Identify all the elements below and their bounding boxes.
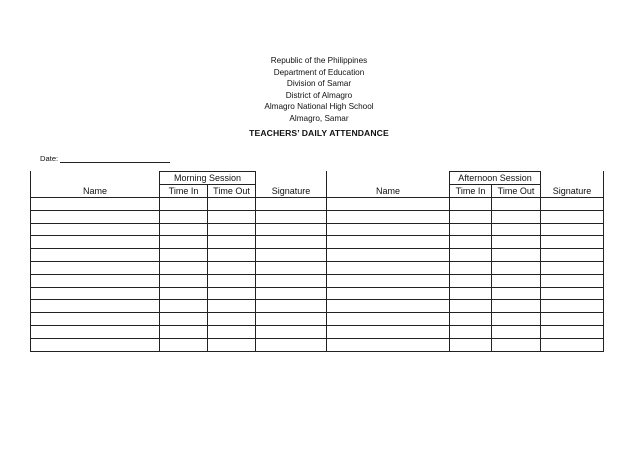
document-title: TEACHERS’ DAILY ATTENDANCE xyxy=(249,128,389,138)
time-out-morning-cell[interactable] xyxy=(208,274,256,287)
time-out-morning-cell[interactable] xyxy=(208,287,256,300)
name-right-cell[interactable] xyxy=(327,313,450,326)
name-right-cell[interactable] xyxy=(327,300,450,313)
time-in-afternoon-cell[interactable] xyxy=(450,338,492,351)
name-right-cell[interactable] xyxy=(327,261,450,274)
time-in-morning-cell[interactable] xyxy=(160,300,208,313)
signature-header-left: Signature xyxy=(256,185,327,198)
document-header xyxy=(0,55,638,125)
signature-right-cell[interactable] xyxy=(541,313,604,326)
time-out-morning-cell[interactable] xyxy=(208,300,256,313)
signature-right-cell[interactable] xyxy=(541,261,604,274)
name-right-cell[interactable] xyxy=(327,210,450,223)
time-out-morning-cell[interactable] xyxy=(208,325,256,338)
time-out-morning-cell[interactable] xyxy=(208,338,256,351)
signature-left-cell[interactable] xyxy=(256,274,327,287)
time-in-afternoon-cell[interactable] xyxy=(450,198,492,211)
time-out-afternoon-cell[interactable] xyxy=(492,274,541,287)
time-out-afternoon-cell[interactable] xyxy=(492,223,541,236)
time-in-morning-cell[interactable] xyxy=(160,223,208,236)
time-out-afternoon-cell[interactable] xyxy=(492,261,541,274)
time-in-morning-cell[interactable] xyxy=(160,325,208,338)
name-left-cell[interactable] xyxy=(31,313,160,326)
signature-right-cell[interactable] xyxy=(541,223,604,236)
name-left-cell[interactable] xyxy=(31,210,160,223)
time-out-afternoon-cell[interactable] xyxy=(492,338,541,351)
table-row xyxy=(31,198,604,211)
time-in-afternoon-cell[interactable] xyxy=(450,313,492,326)
signature-left-cell[interactable] xyxy=(256,300,327,313)
name-left-cell[interactable] xyxy=(31,198,160,211)
name-right-cell[interactable] xyxy=(327,198,450,211)
time-in-afternoon-cell[interactable] xyxy=(450,249,492,262)
time-out-afternoon-cell[interactable] xyxy=(492,325,541,338)
table-row xyxy=(31,300,604,313)
table-row xyxy=(31,287,604,300)
group-header-row xyxy=(31,172,604,185)
column-header-row xyxy=(31,185,604,198)
name-right-cell[interactable] xyxy=(327,274,450,287)
time-out-afternoon-cell[interactable] xyxy=(492,236,541,249)
attendance-table xyxy=(30,171,604,352)
table-row xyxy=(31,325,604,338)
header-school: Almagro National High School xyxy=(264,102,374,112)
signature-left-cell[interactable] xyxy=(256,249,327,262)
time-out-morning-cell[interactable] xyxy=(208,249,256,262)
date-line xyxy=(40,154,170,163)
time-out-morning-cell[interactable] xyxy=(208,261,256,274)
time-in-afternoon-header: Time In xyxy=(450,185,492,198)
signature-right-cell[interactable] xyxy=(541,210,604,223)
name-header-right: Name xyxy=(327,185,450,198)
time-out-afternoon-cell[interactable] xyxy=(492,198,541,211)
time-in-afternoon-cell[interactable] xyxy=(450,210,492,223)
time-out-afternoon-cell[interactable] xyxy=(492,287,541,300)
signature-right-cell[interactable] xyxy=(541,325,604,338)
time-out-afternoon-cell[interactable] xyxy=(492,210,541,223)
time-in-morning-header: Time In xyxy=(160,185,208,198)
signature-right-cell[interactable] xyxy=(541,249,604,262)
header-address: Almagro, Samar xyxy=(289,113,349,123)
time-in-morning-cell[interactable] xyxy=(160,287,208,300)
time-out-morning-cell[interactable] xyxy=(208,236,256,249)
name-left-cell[interactable] xyxy=(31,325,160,338)
time-in-afternoon-cell[interactable] xyxy=(450,325,492,338)
time-in-afternoon-cell[interactable] xyxy=(450,274,492,287)
signature-left-cell[interactable] xyxy=(256,198,327,211)
name-right-cell[interactable] xyxy=(327,325,450,338)
time-in-afternoon-cell[interactable] xyxy=(450,300,492,313)
signature-right-cell[interactable] xyxy=(541,198,604,211)
header-division: Division of Samar xyxy=(286,79,352,89)
time-out-morning-cell[interactable] xyxy=(208,198,256,211)
signature-right-cell[interactable] xyxy=(541,300,604,313)
time-in-morning-cell[interactable] xyxy=(160,210,208,223)
name-header-left: Name xyxy=(31,185,160,198)
time-out-afternoon-cell[interactable] xyxy=(492,300,541,313)
table-row xyxy=(31,223,604,236)
table-row xyxy=(31,249,604,262)
time-in-afternoon-cell[interactable] xyxy=(450,287,492,300)
time-in-morning-cell[interactable] xyxy=(160,338,208,351)
name-left-cell[interactable] xyxy=(31,249,160,262)
signature-left-cell[interactable] xyxy=(256,210,327,223)
name-right-cell[interactable] xyxy=(327,287,450,300)
name-left-cell[interactable] xyxy=(31,338,160,351)
name-left-cell[interactable] xyxy=(31,300,160,313)
time-in-morning-cell[interactable] xyxy=(160,313,208,326)
time-in-morning-cell[interactable] xyxy=(160,249,208,262)
time-out-morning-header: Time Out xyxy=(208,185,256,198)
name-right-cell[interactable] xyxy=(327,223,450,236)
signature-right-cell[interactable] xyxy=(541,274,604,287)
signature-left-cell[interactable] xyxy=(256,261,327,274)
signature-left-cell[interactable] xyxy=(256,338,327,351)
time-out-afternoon-cell[interactable] xyxy=(492,249,541,262)
name-left-cell[interactable] xyxy=(31,287,160,300)
name-right-cell[interactable] xyxy=(327,338,450,351)
date-label: Date: xyxy=(40,154,59,163)
header-department: Department of Education xyxy=(273,67,365,77)
signature-left-cell[interactable] xyxy=(256,313,327,326)
time-in-morning-cell[interactable] xyxy=(160,198,208,211)
signature-right-cell[interactable] xyxy=(541,338,604,351)
name-left-cell[interactable] xyxy=(31,274,160,287)
table-row xyxy=(31,313,604,326)
table-row xyxy=(31,261,604,274)
header-district: District of Almagro xyxy=(285,90,353,100)
name-right-cell[interactable] xyxy=(327,236,450,249)
signature-left-cell[interactable] xyxy=(256,287,327,300)
table-row xyxy=(31,274,604,287)
signature-right-cell[interactable] xyxy=(541,287,604,300)
signature-right-cell[interactable] xyxy=(541,236,604,249)
time-out-morning-cell[interactable] xyxy=(208,223,256,236)
time-in-afternoon-cell[interactable] xyxy=(450,236,492,249)
time-in-morning-cell[interactable] xyxy=(160,261,208,274)
table-row xyxy=(31,338,604,351)
time-out-morning-cell[interactable] xyxy=(208,313,256,326)
time-out-afternoon-cell[interactable] xyxy=(492,313,541,326)
time-in-morning-cell[interactable] xyxy=(160,236,208,249)
morning-session-header: Morning Session xyxy=(160,172,256,185)
table-row xyxy=(31,210,604,223)
header-country: Republic of the Philippines xyxy=(270,56,368,65)
name-left-cell[interactable] xyxy=(31,236,160,249)
date-blank-field[interactable] xyxy=(60,154,170,163)
time-in-afternoon-cell[interactable] xyxy=(450,261,492,274)
time-in-afternoon-cell[interactable] xyxy=(450,223,492,236)
time-out-afternoon-header: Time Out xyxy=(492,185,541,198)
name-right-cell[interactable] xyxy=(327,249,450,262)
name-left-cell[interactable] xyxy=(31,223,160,236)
signature-left-cell[interactable] xyxy=(256,325,327,338)
signature-left-cell[interactable] xyxy=(256,223,327,236)
name-left-cell[interactable] xyxy=(31,261,160,274)
signature-left-cell[interactable] xyxy=(256,236,327,249)
signature-header-right: Signature xyxy=(541,185,604,198)
attendance-rows xyxy=(31,198,604,352)
afternoon-session-header: Afternoon Session xyxy=(450,172,541,185)
time-in-morning-cell[interactable] xyxy=(160,274,208,287)
table-row xyxy=(31,236,604,249)
time-out-morning-cell[interactable] xyxy=(208,210,256,223)
